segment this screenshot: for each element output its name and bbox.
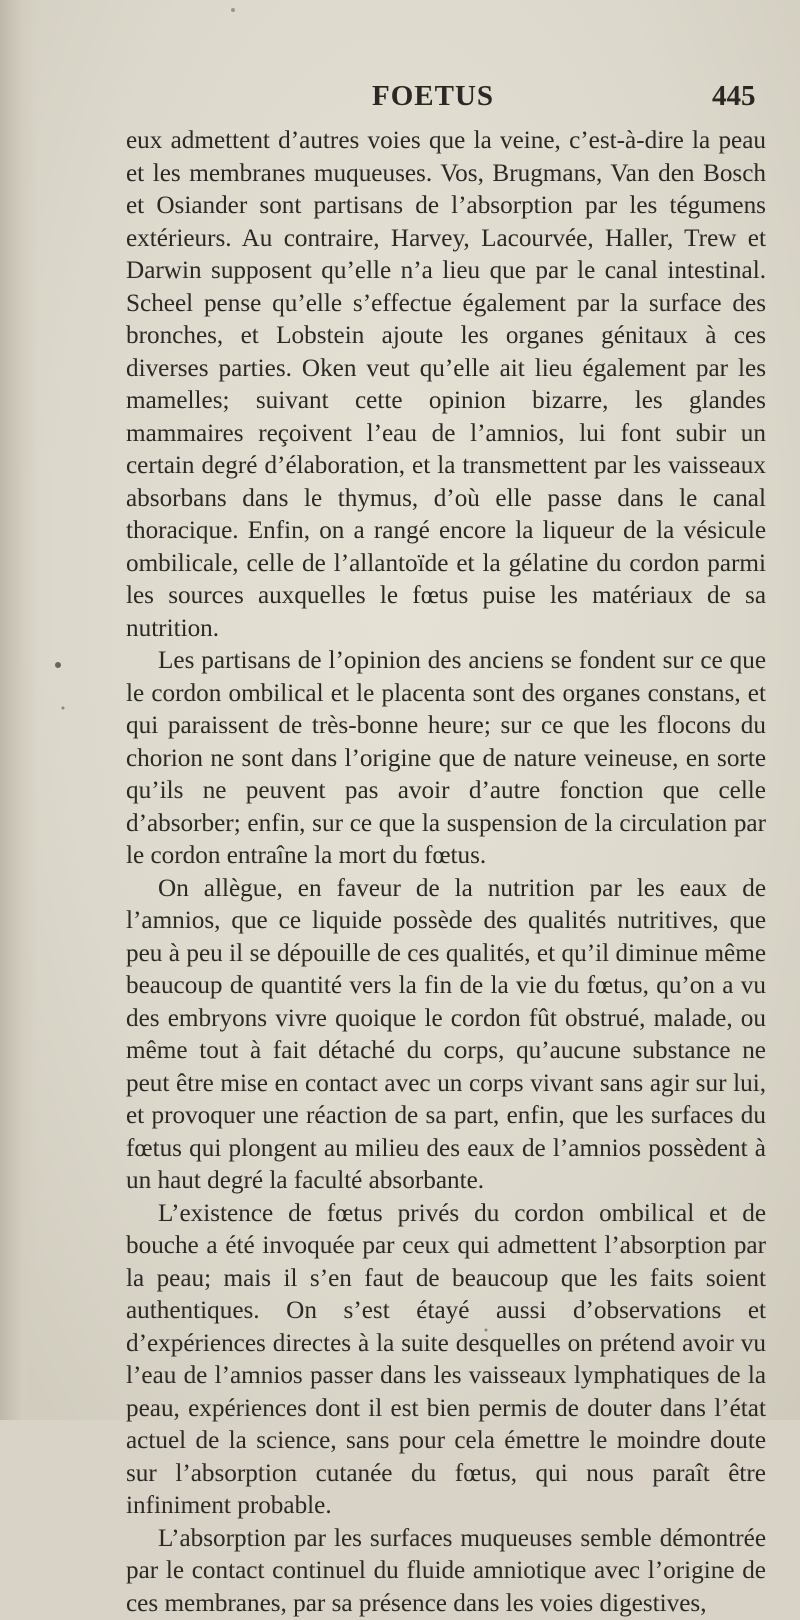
paper-speck [55, 662, 61, 668]
paper-speck [62, 707, 65, 710]
paper-speck [231, 8, 235, 12]
paragraph: L’absorption par les surfaces muqueuses semble démontrée par le contact continuel du fluide amniotique avec l’origine de ces membranes, par sa présence dans les voies digestives, [126, 1523, 766, 1620]
paragraph: L’existence de fœtus privés du cordon ombilical et de bouche a été invoquée par ceux qui admettent l’absorption par la peau; mais il s’en faut de beaucoup que les faits soient authentiques. On s’est étayé aussi d’observations et d’expériences directes à la suite desquelles on prétend avoir vu l’eau de l’amnios passer dans les vaisseaux lymphatiques de la peau, expériences dont il est bien permis de douter dans l’état actuel de la science, sans pour cela émettre le moindre doute sur l’absorption cutanée du fœtus, qui nous paraît être infiniment probable. [126, 1198, 766, 1523]
paragraph: On allègue, en faveur de la nutrition par les eaux de l’amnios, que ce liquide possède des qualités nutritives, que peu à peu il se dépouille de ces qualités, et qu’il diminue même beaucoup de quantité vers la fin de la vie du fœtus, qu’on a vu des embryons vivre quoique le cordon fût obstrué, malade, ou même tout à fait détaché du corps, qu’aucune substance ne peut être mise en contact avec un corps vivant sans agir sur lui, et provoquer une réaction de sa part, enfin, que les surfaces du fœtus qui plongent au milieu des eaux de l’amnios possèdent à un haut degré la faculté absorbante. [126, 873, 766, 1198]
body-text [126, 125, 766, 1620]
paragraph: eux admettent d’autres voies que la veine, c’est-à-dire la peau et les membranes muqueuses. Vos, Brugmans, Van den Bosch et Osiander sont partisans de l’absorption par les tégumens extérieurs. Au contraire, Harvey, Lacourvée, Haller, Trew et Darwin supposent qu’elle n’a lieu que par le canal intestinal. Scheel pense qu’elle s’effectue également par la surface des bronches, et Lobstein ajoute les organes génitaux à ces diverses parties. Oken veut qu’elle ait lieu également par les mamelles; suivant cette opinion bizarre, les glandes mammaires reçoivent l’eau de l’amnios, lui font subir un certain degré d’élaboration, et la transmettent par les vaisseaux absorbans dans le thymus, d’où elle passe dans le canal thoracique. Enfin, on a rangé encore la liqueur de la vésicule ombilicale, celle de l’allantoïde et la gélatine du cordon parmi les sources auxquelles le fœtus puise les matériaux de sa nutrition. [126, 125, 766, 645]
paragraph: Les partisans de l’opinion des anciens se fondent sur ce que le cordon ombilical et le placenta sont des organes constans, et qui paraissent de très-bonne heure; sur ce que les flocons du chorion ne sont dans l’origine que de nature veineuse, en sorte qu’ils ne peuvent pas avoir d’autre fonction que celle d’absorber; enfin, sur ce que la suspension de la circulation par le cordon entraîne la mort du fœtus. [126, 645, 766, 873]
page-number: 445 [712, 80, 756, 113]
page-header [0, 80, 800, 130]
running-title: FOETUS [372, 80, 494, 113]
